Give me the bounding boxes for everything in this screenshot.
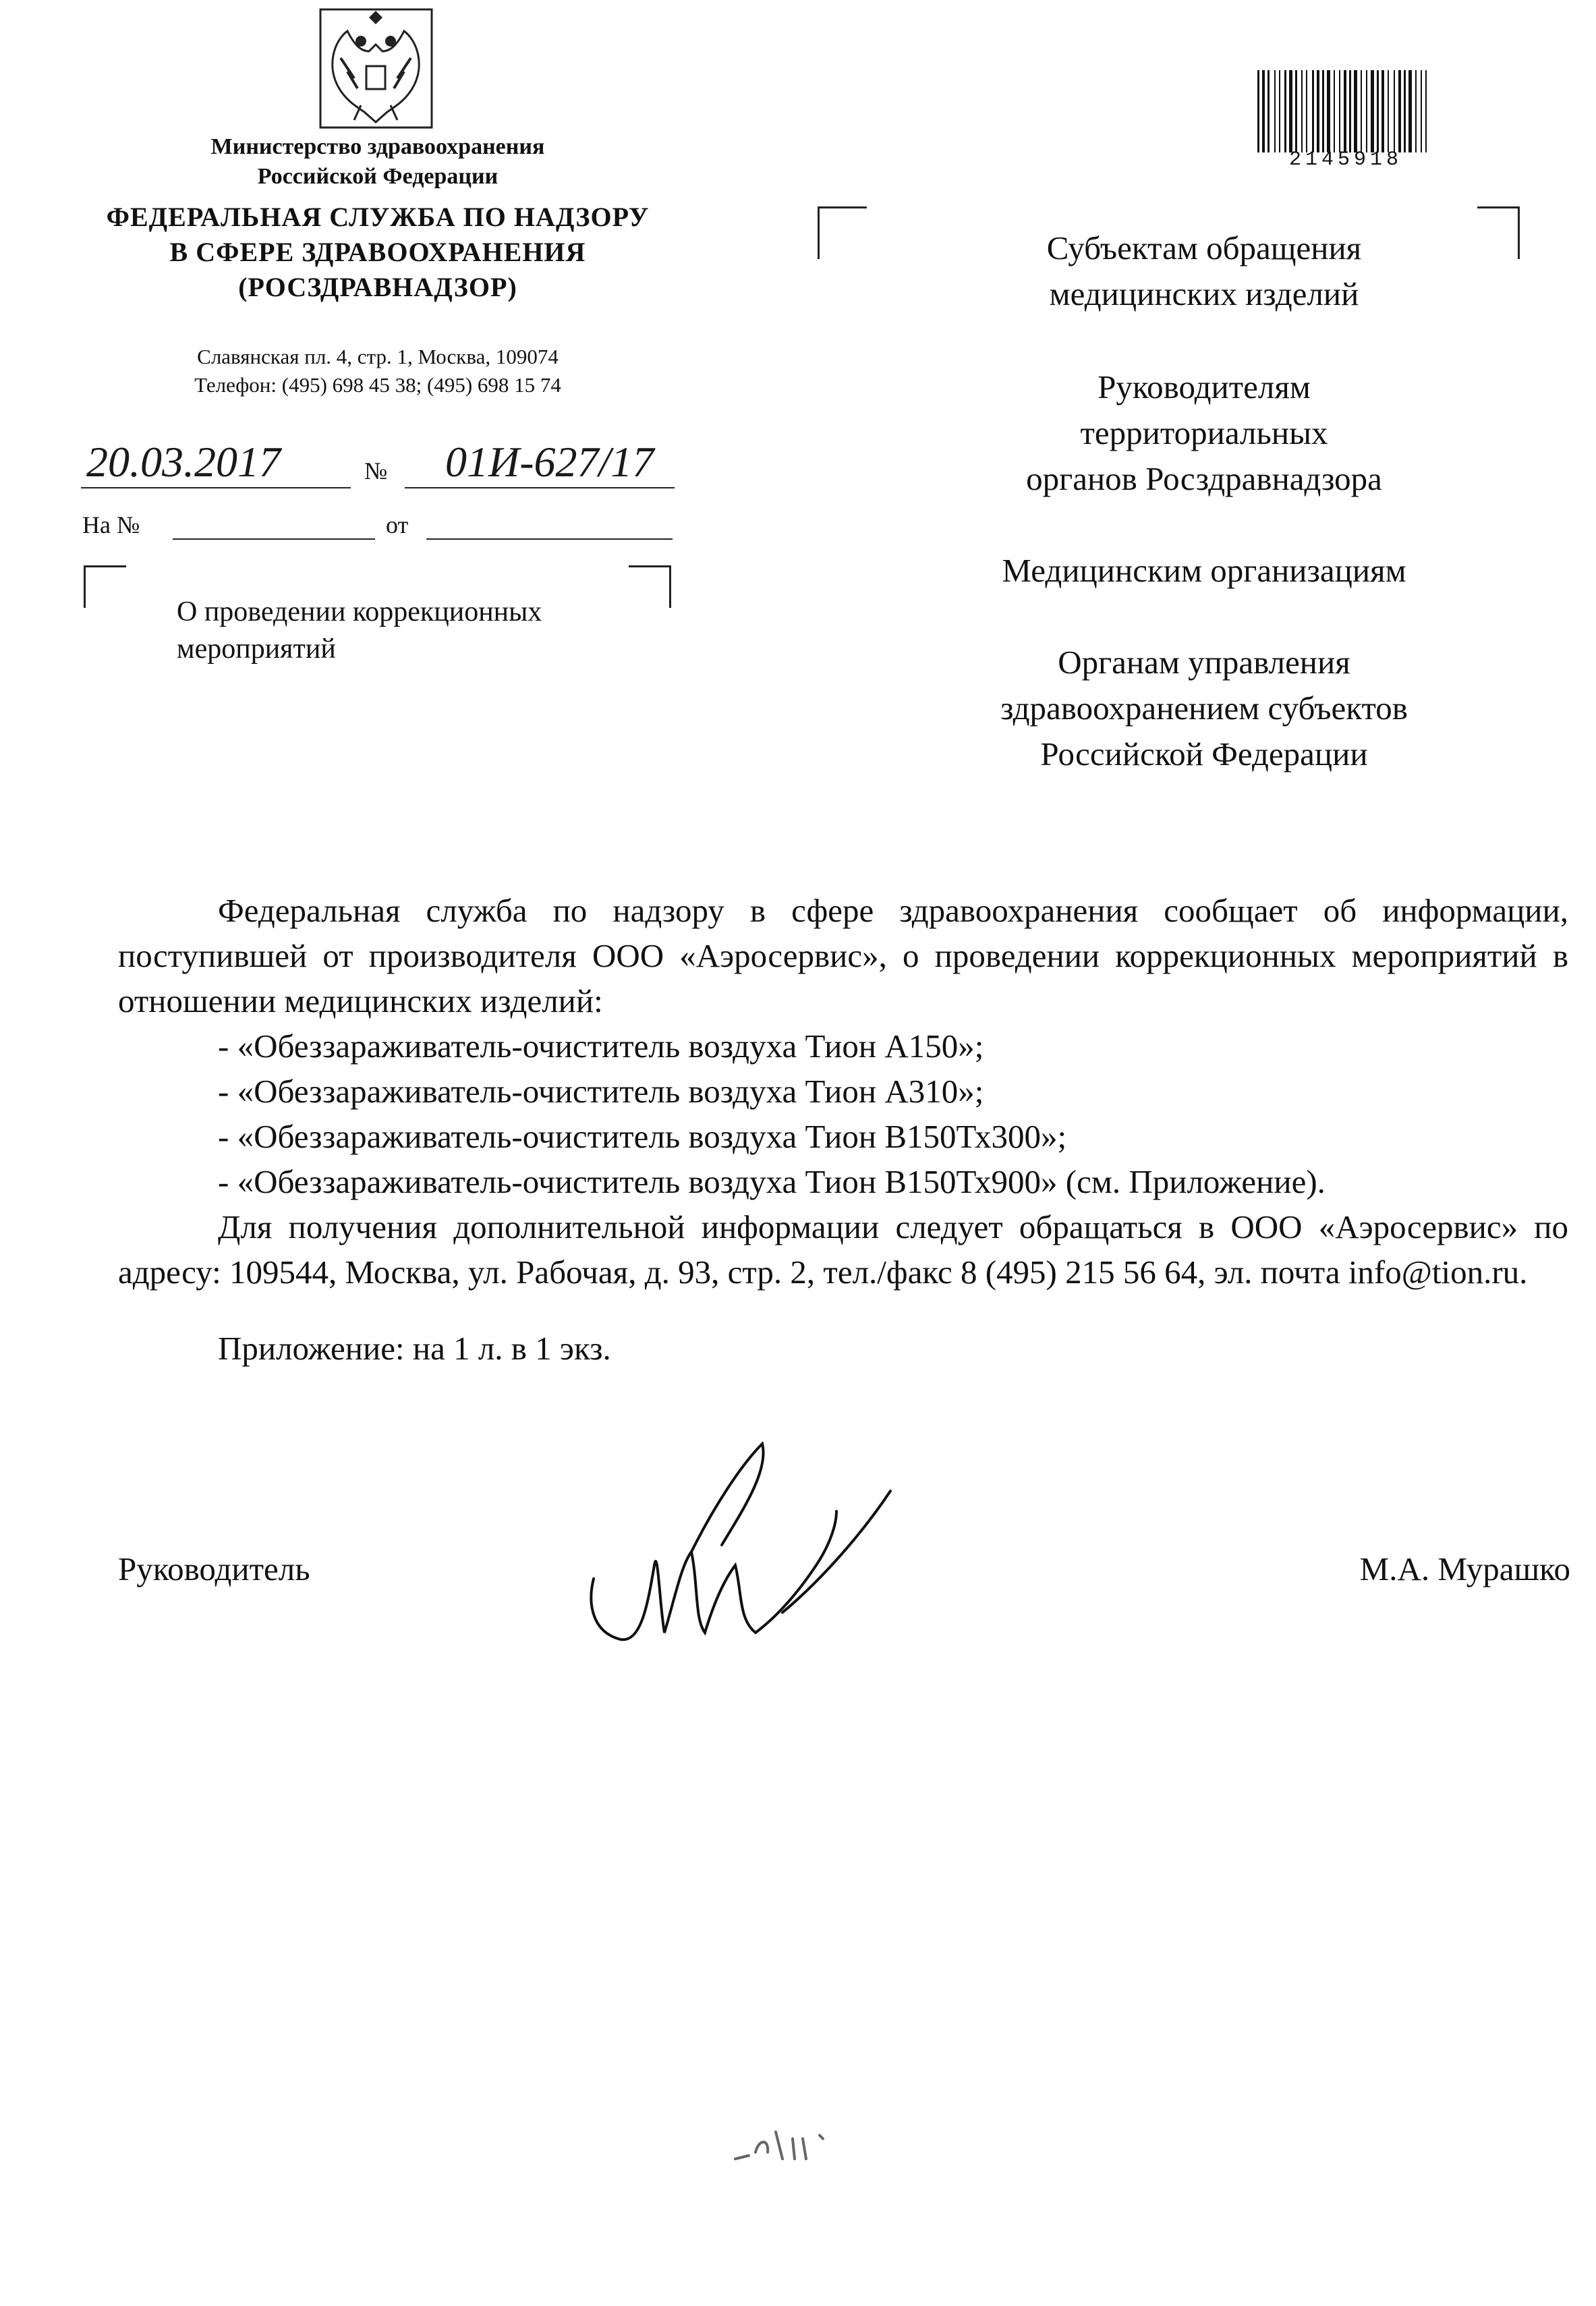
barcode-bar xyxy=(1366,70,1367,152)
coat-of-arms-emblem xyxy=(307,4,445,139)
number-underline xyxy=(405,487,675,488)
reply-from-underline xyxy=(426,538,673,540)
barcode-bar xyxy=(1257,70,1259,152)
addressee-line: Руководителям xyxy=(1098,368,1311,405)
barcode-bar xyxy=(1388,70,1389,152)
registration-date: 20.03.2017 xyxy=(86,438,281,486)
addressee-1 xyxy=(904,225,1504,317)
barcode-bar xyxy=(1301,70,1303,152)
ministry-line2: Российской Федерации xyxy=(257,164,498,189)
signatory-position: Руководитель xyxy=(118,1550,310,1587)
date-underline xyxy=(81,487,351,488)
barcode-bar xyxy=(1312,70,1314,152)
service-line3: (РОСЗДРАВНАДЗОР) xyxy=(238,272,517,302)
barcode-bar xyxy=(1322,70,1324,152)
barcode-bar xyxy=(1344,70,1346,152)
signatory-name: М.А. Мурашко xyxy=(1359,1550,1570,1587)
barcode-bar xyxy=(1317,70,1319,152)
registration-number: 01И-627/17 xyxy=(445,438,654,486)
address-line: Славянская пл. 4, стр. 1, Москва, 109074 xyxy=(197,345,559,368)
device-item: - «Обеззараживатель-очиститель воздуха Тион В150Тх900» (см. Приложение). xyxy=(218,1163,1326,1200)
addressee-3 xyxy=(904,548,1504,594)
addressee-line: Российской Федерации xyxy=(1040,735,1368,772)
device-item: - «Обеззараживатель-очиститель воздуха Тион В150Тх300»; xyxy=(218,1118,1067,1155)
addressee-line: медицинских изделий xyxy=(1049,275,1359,312)
barcode-bar xyxy=(1289,70,1292,152)
barcode-bar xyxy=(1306,70,1307,152)
addressee-line: территориальных xyxy=(1080,414,1328,451)
service-line2: В СФЕРЕ ЗДРАВООХРАНЕНИЯ xyxy=(169,237,586,267)
reply-from-label: от xyxy=(386,511,409,538)
handwritten-signature xyxy=(580,1430,904,1673)
reply-number-label: На № xyxy=(82,511,140,538)
ministry-name xyxy=(121,132,634,192)
addressee-line: Субъектам обращения xyxy=(1046,229,1362,266)
body-intro: Федеральная служба по надзору в сфере здравоохранения сообщает об информации, поступившей от производителя ООО «Аэросервис», о проведении коррекционных мероприятий в отношении медицинских изделий: xyxy=(118,892,1568,1019)
addressee-line: Органам управления xyxy=(1058,644,1350,681)
letter-body xyxy=(118,888,1568,1371)
service-name xyxy=(67,200,688,305)
barcode-bar xyxy=(1421,70,1422,152)
reply-number-underline xyxy=(173,538,375,540)
service-line1: ФЕДЕРАЛЬНАЯ СЛУЖБА ПО НАДЗОРУ xyxy=(106,202,650,232)
barcode-bar xyxy=(1361,70,1362,152)
barcode-bar xyxy=(1279,70,1280,152)
barcode-bar xyxy=(1262,70,1265,152)
barcode-bar xyxy=(1354,70,1357,152)
device-item: - «Обеззараживатель-очиститель воздуха Тион А150»; xyxy=(218,1028,984,1065)
addressee-line: здравоохранением субъектов xyxy=(1000,690,1408,727)
subject-corner-left xyxy=(84,565,126,608)
barcode-bar xyxy=(1381,70,1384,152)
barcode-bar xyxy=(1377,70,1379,152)
barcode-bar xyxy=(1295,70,1297,152)
addressee-line: органов Росздравнадзора xyxy=(1026,460,1382,497)
letter-subject xyxy=(177,594,662,668)
body-contact: Для получения дополнительной информации следует обращаться в ООО «Аэросервис» по адресу: 109544, Москва, ул. Рабочая, д. 93, стр. 2, тел./факс 8 (495) 215 56 64, эл. почта info@tion.ru. xyxy=(118,1208,1568,1291)
barcode-bar xyxy=(1327,70,1330,152)
addressee-corner-left xyxy=(818,206,867,259)
addressee-line: Медицинским организациям xyxy=(1002,552,1406,589)
device-item: - «Обеззараживатель-очиститель воздуха Тион А310»; xyxy=(218,1073,984,1110)
number-label: № xyxy=(364,457,388,484)
barcode-bar xyxy=(1371,70,1374,152)
barcode-bar xyxy=(1398,70,1401,152)
addressee-4 xyxy=(904,640,1504,777)
barcode-bar xyxy=(1284,70,1286,152)
faint-stamp-mark xyxy=(729,2118,971,2172)
barcode-bar xyxy=(1425,70,1427,152)
addressee-2 xyxy=(904,364,1504,502)
phone-line: Телефон: (495) 698 45 38; (495) 698 15 74 xyxy=(194,373,561,397)
barcode-bar xyxy=(1415,70,1417,152)
barcode-bar xyxy=(1404,70,1406,152)
barcode-bar xyxy=(1274,70,1276,152)
barcode-bar xyxy=(1267,70,1270,152)
barcode-bar xyxy=(1408,70,1412,152)
subject-line2: мероприятий xyxy=(177,634,336,665)
subject-line1: О проведении коррекционных xyxy=(177,596,542,627)
barcode-bar xyxy=(1349,70,1351,152)
ministry-line1: Министерство здравоохранения xyxy=(210,134,545,159)
barcode xyxy=(1255,70,1431,152)
barcode-bar xyxy=(1334,70,1335,152)
barcode-bar xyxy=(1394,70,1395,152)
barcode-number: 2145918 xyxy=(1288,148,1403,171)
letterhead-address xyxy=(101,343,654,399)
body-attachment: Приложение: на 1 л. в 1 экз. xyxy=(218,1330,611,1367)
barcode-bar xyxy=(1339,70,1340,152)
